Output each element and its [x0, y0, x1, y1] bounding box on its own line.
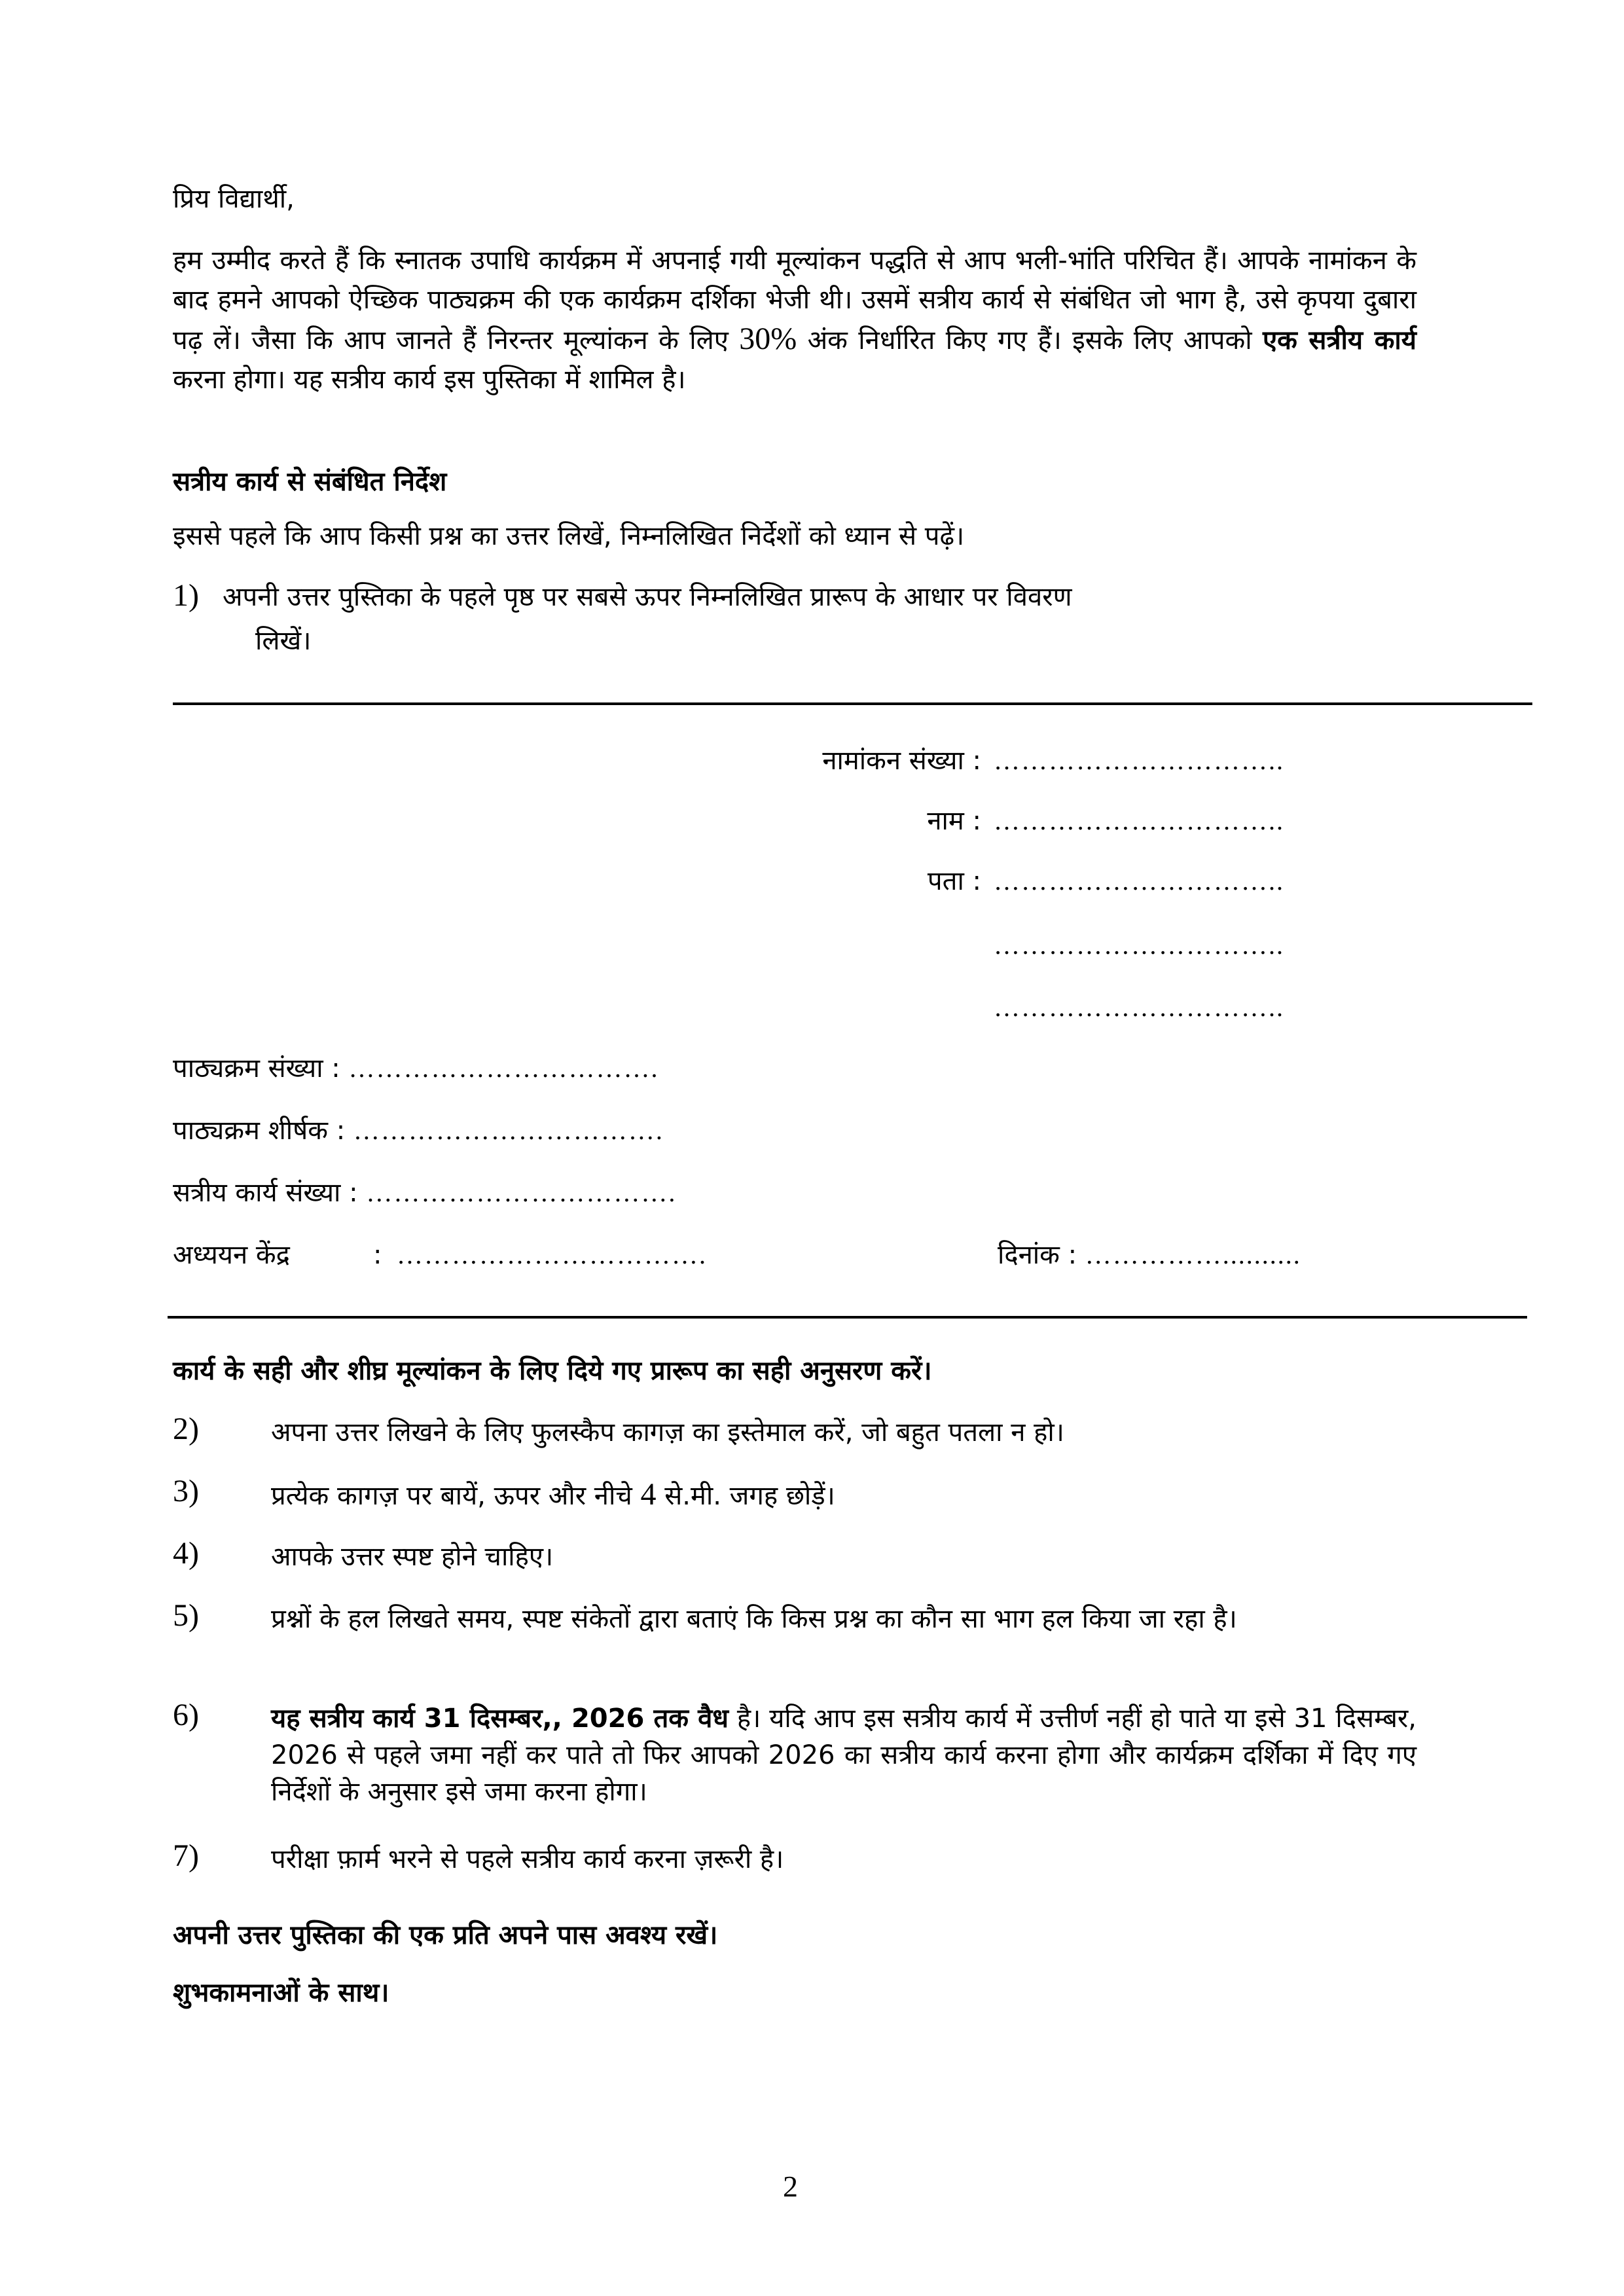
- item-7-number: 7): [173, 1838, 199, 1873]
- instructions-lead: इससे पहले कि आप किसी प्रश्न का उत्तर लिखें, निम्नलिखित निर्देशों को ध्यान से पढ़ें।: [173, 521, 965, 551]
- intro-text-1: हम उम्मीद करते हैं कि स्नातक उपाधि कार्यक्रम में अपनाई गयी मूल्यांकन पद्धति से आप भली-भांति परिचित हैं। आपके नामांकन के बाद हमने आपको ऐच्छिक पाठ्यक्रम की एक कार्यक्रम दर्शिका भेजी थी। उसमें सत्रीय कार्य से संबंधित जो भाग है, उसे कृपया दुबारा पढ़ लें। जैसा कि आप जानते हैं निरन्तर मूल्यांकन के लिए: [173, 246, 1416, 355]
- course-title-dots: …………………………….: [353, 1116, 664, 1145]
- instructions-heading: सत्रीय कार्य से संबंधित निर्देश: [173, 467, 447, 497]
- item-3-number-value: 4: [640, 1477, 657, 1512]
- format-note: कार्य के सही और शीघ्र मूल्यांकन के लिए दिये गए प्रारूप का सही अनुसरण करें।: [173, 1356, 932, 1386]
- item-1-line-2: लिखें।: [255, 626, 312, 656]
- enrolment-dots: …………………………..: [994, 746, 1284, 775]
- course-code-label: पाठ्यक्रम संख्या :: [173, 1053, 340, 1084]
- item-3-text: [271, 1476, 1416, 1514]
- assignment-no-field: [173, 1177, 676, 1209]
- course-code-field: [173, 1053, 659, 1084]
- enrolment-label: नामांकन संख्या :: [822, 746, 981, 776]
- item-3-text-a: प्रत्येक कागज़ पर बायें, ऊपर और नीचे: [271, 1481, 641, 1511]
- address-dots-1: …………………………..: [994, 866, 1284, 896]
- closing-line-2: शुभकामनाओं के साथ।: [173, 1978, 389, 2008]
- form-bottom-rule: [168, 1316, 1527, 1319]
- address-dots-2: …………………………..: [994, 930, 1284, 960]
- name-dots: …………………………..: [994, 806, 1284, 835]
- study-centre-colon: :: [373, 1240, 382, 1270]
- study-centre-label: अध्ययन केंद्र: [173, 1240, 290, 1270]
- item-3-text-b: से.मी. जगह छोड़ें।: [656, 1481, 835, 1511]
- course-title-label: पाठ्यक्रम शीर्षक :: [173, 1116, 346, 1146]
- intro-percent: 30%: [739, 321, 797, 356]
- item-6-number: 6): [173, 1698, 199, 1732]
- item-1-number: 1): [173, 578, 199, 613]
- item-5-text: प्रश्नों के हल लिखते समय, स्पष्ट संकेतों द्वारा बताएं कि किस प्रश्न का कौन सा भाग हल किया जा रहा है।: [271, 1604, 1237, 1634]
- course-code-dots: …………………………….: [348, 1053, 659, 1083]
- form-top-rule: [173, 702, 1532, 705]
- item-7-text: परीक्षा फ़ार्म भरने से पहले सत्रीय कार्य करना ज़रूरी है।: [271, 1844, 784, 1874]
- assignment-no-dots: …………………………….: [366, 1178, 677, 1207]
- name-label: नाम :: [927, 806, 981, 836]
- item-3-number: 3): [173, 1474, 199, 1508]
- address-label: पता :: [927, 866, 981, 896]
- intro-text-2: अंक निर्धारित किए गए हैं। इसके लिए आपको: [797, 325, 1263, 355]
- item-6-bold: यह सत्रीय कार्य 31 दिसम्बर,, 2026 तक वैध: [271, 1704, 729, 1734]
- item-6-rest: है। यदि आप इस सत्रीय कार्य में उत्तीर्ण नहीं हो पाते या इसे 31 दिसम्बर, 2026 से पहले जमा नहीं कर पाते तो फिर आपको 2026 का सत्रीय कार्य करना होगा और कार्यक्रम दर्शिका में दिए गए निर्देशों के अनुसार इसे जमा करना होगा।: [271, 1704, 1416, 1807]
- item-4-number: 4): [173, 1536, 199, 1571]
- item-5-number: 5): [173, 1598, 199, 1633]
- date-label: दिनांक :: [998, 1240, 1077, 1270]
- page-number: 2: [783, 2170, 798, 2203]
- greeting: प्रिय विद्यार्थी,: [173, 184, 295, 214]
- item-2-number: 2): [173, 1412, 199, 1446]
- study-centre-dots: …………………………….: [397, 1240, 707, 1269]
- course-title-field: [173, 1115, 664, 1146]
- closing-line-1: अपनी उत्तर पुस्तिका की एक प्रति अपने पास अवश्य रखें।: [173, 1920, 718, 1950]
- date-dots: ……………..........: [1085, 1240, 1301, 1269]
- item-6-text: [271, 1700, 1416, 1810]
- intro-paragraph: [173, 241, 1416, 399]
- assignment-no-label: सत्रीय कार्य संख्या :: [173, 1178, 358, 1208]
- intro-bold: एक सत्रीय कार्य: [1262, 325, 1416, 355]
- date-field: [998, 1239, 1301, 1271]
- item-1-line-1: अपनी उत्तर पुस्तिका के पहले पृष्ठ पर सबसे ऊपर निम्नलिखित प्रारूप के आधार पर विवरण: [223, 582, 1072, 612]
- item-2-text: अपना उत्तर लिखने के लिए फुलस्कैप कागज़ का इस्तेमाल करें, जो बहुत पतला न हो।: [271, 1417, 1064, 1448]
- intro-text-3: करना होगा। यह सत्रीय कार्य इस पुस्तिका में शामिल है।: [173, 365, 686, 395]
- item-4-text: आपके उत्तर स्पष्ट होने चाहिए।: [271, 1542, 554, 1572]
- address-dots-3: …………………………..: [994, 993, 1284, 1022]
